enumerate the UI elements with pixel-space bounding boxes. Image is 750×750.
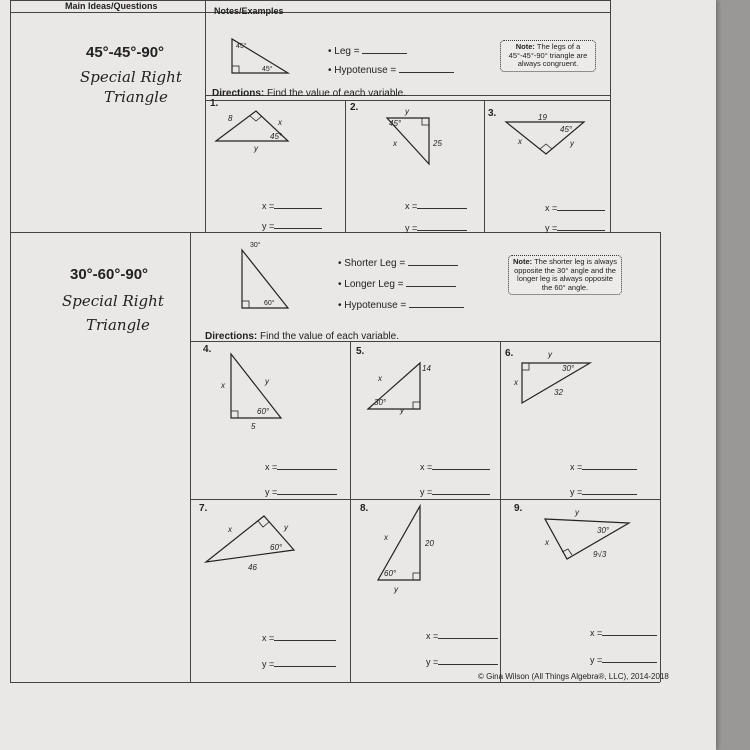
p5-label-30: 30° xyxy=(374,398,387,407)
s1-ex-angle-top: 45° xyxy=(236,43,247,50)
problem-6-number: 6. xyxy=(505,348,514,359)
s2-col-divider-1 xyxy=(350,341,351,682)
s2-directions-text: Find the value of each variable. xyxy=(260,331,399,342)
p7-label-60: 60° xyxy=(270,543,283,552)
p3-label-y: y xyxy=(570,139,574,148)
p3-x-label: x = xyxy=(545,203,558,213)
p7-label-x: x xyxy=(228,525,232,534)
p2-label-45: 45° xyxy=(389,119,402,128)
p6-label-30: 30° xyxy=(562,364,575,373)
s1-note-box xyxy=(500,40,596,72)
problem-3-number: 3. xyxy=(488,108,497,119)
divider-vertical-2 xyxy=(190,232,191,682)
p3-label-45: 45° xyxy=(560,125,573,134)
s1-bullet-hyp: • Hypotenuse = xyxy=(328,62,454,76)
p2-label-y: y xyxy=(405,107,409,116)
p1-x-label: x = xyxy=(262,201,275,211)
s1-col-divider-2 xyxy=(484,100,485,232)
s2-ex-angle-right: 60° xyxy=(264,300,275,307)
p3-label-19: 19 xyxy=(538,113,547,122)
problem-2-number: 2. xyxy=(350,102,359,113)
p1-answer-x xyxy=(262,198,322,211)
p1-y-label: y = xyxy=(262,221,275,231)
s2-bullet-longer: • Longer Leg = xyxy=(338,276,456,290)
s1-directions xyxy=(212,88,406,99)
p5-label-14: 14 xyxy=(422,364,431,373)
p4-label-60: 60° xyxy=(257,407,270,416)
p8-answer-x xyxy=(426,628,498,641)
p9-label-y: y xyxy=(575,508,579,517)
right-border-1 xyxy=(610,0,611,232)
p7-answer-x xyxy=(262,630,336,643)
p6-label-y: y xyxy=(548,350,552,359)
p8-y-label: y = xyxy=(426,657,439,667)
p9-label-30: 30° xyxy=(597,526,610,535)
p9-label-9root3: 9√3 xyxy=(593,550,607,559)
problem-1-triangle xyxy=(210,105,300,155)
p9-y-label: y = xyxy=(590,655,603,665)
s1-note-label: Note: xyxy=(515,42,535,51)
problem-1-number: 1. xyxy=(210,98,219,109)
p6-answer-y xyxy=(570,484,637,497)
p1-label-8: 8 xyxy=(228,114,233,123)
header-col2: Notes/Examples xyxy=(214,6,284,16)
s2-note-text: The shorter leg is always opposite the 30° angle and the longer leg is always opposite the 60° angle. xyxy=(514,257,618,292)
bottom-rule xyxy=(10,682,660,683)
p2-label-x: x xyxy=(393,139,397,148)
problem-3-triangle xyxy=(500,110,590,160)
p2-answer-y xyxy=(405,220,467,233)
p1-answer-y xyxy=(262,218,322,231)
copyright-footer: © Gina Wilson (All Things Algebra®, LLC), 2014-2018 xyxy=(478,672,669,681)
problem-4-triangle xyxy=(215,350,295,432)
p5-label-y: y xyxy=(400,406,404,415)
s2-subtitle-1: Special Right xyxy=(62,292,164,310)
p7-answer-y xyxy=(262,656,336,669)
s2-directions xyxy=(205,331,399,342)
s1-note-text: The legs of a 45°-45°-90° triangle are always congruent. xyxy=(508,42,588,68)
p3-label-x: x xyxy=(518,137,522,146)
s1-title: 45°-45°-90° xyxy=(86,44,165,61)
p4-y-label: y = xyxy=(265,487,278,497)
s1-bullet-leg: • Leg = xyxy=(328,43,407,57)
s2-title: 30°-60°-90° xyxy=(70,266,149,283)
problem-6-triangle xyxy=(510,347,600,407)
p9-x-label: x = xyxy=(590,628,603,638)
p5-y-label: y = xyxy=(420,487,433,497)
problem-7-triangle xyxy=(200,510,310,575)
p2-x-label: x = xyxy=(405,201,418,211)
s2-example-triangle xyxy=(236,238,306,313)
p6-answer-x xyxy=(570,459,637,472)
problem-5-triangle xyxy=(360,355,450,417)
s1-bullet-hyp-label: Hypotenuse = xyxy=(334,65,397,76)
problem-7-number: 7. xyxy=(199,503,208,514)
problem-5-number: 5. xyxy=(356,346,365,357)
p5-x-label: x = xyxy=(420,462,433,472)
p7-x-label: x = xyxy=(262,633,275,643)
p8-label-x: x xyxy=(384,533,388,542)
problem-2-triangle xyxy=(375,104,455,174)
s1-directions-label: Directions: xyxy=(212,88,265,99)
s2-bullet-shorter: • Shorter Leg = xyxy=(338,255,458,269)
p8-label-y: y xyxy=(394,585,398,594)
p4-answer-x xyxy=(265,459,337,472)
p1-label-45: 45° xyxy=(270,132,283,141)
p2-y-label: y = xyxy=(405,223,418,233)
s1-col-divider-1 xyxy=(345,100,346,232)
s2-bullet-hyp: • Hypotenuse = xyxy=(338,297,464,311)
p3-answer-y xyxy=(545,220,605,233)
p8-answer-y xyxy=(426,654,498,667)
p6-label-32: 32 xyxy=(554,388,563,397)
p6-label-x: x xyxy=(514,378,518,387)
p5-answer-x xyxy=(420,459,490,472)
p9-answer-x xyxy=(590,625,657,638)
left-border xyxy=(10,0,11,683)
p6-y-label: y = xyxy=(570,487,583,497)
p8-x-label: x = xyxy=(426,631,439,641)
header-bottom-rule xyxy=(10,12,610,13)
s2-mid-rule xyxy=(190,499,660,500)
s1-ex-angle-right: 45° xyxy=(262,66,273,73)
p2-answer-x xyxy=(405,198,467,211)
p6-x-label: x = xyxy=(570,462,583,472)
problem-8-triangle xyxy=(370,502,450,596)
p3-y-label: y = xyxy=(545,223,558,233)
s2-note-box xyxy=(508,255,622,295)
p2-label-25: 25 xyxy=(433,139,442,148)
p4-label-y: y xyxy=(265,377,269,386)
p8-label-20: 20 xyxy=(425,539,434,548)
p4-answer-y xyxy=(265,484,337,497)
s1-directions-text: Find the value of each variable. xyxy=(267,88,406,99)
s1-subtitle-1: Special Right xyxy=(80,68,182,86)
right-border-2 xyxy=(660,232,661,682)
s2-bullet-shorter-label: Shorter Leg = xyxy=(344,258,406,269)
s2-directions-label: Directions: xyxy=(205,331,258,342)
s2-bullet-hyp-label: Hypotenuse = xyxy=(344,300,407,311)
problem-8-number: 8. xyxy=(360,503,369,514)
p8-label-60: 60° xyxy=(384,569,397,578)
p7-label-y: y xyxy=(284,523,288,532)
p4-label-x: x xyxy=(221,381,225,390)
p5-answer-y xyxy=(420,484,490,497)
s1-example-triangle xyxy=(226,35,296,77)
header-col1: Main Ideas/Questions xyxy=(65,1,158,11)
s2-bullet-longer-label: Longer Leg = xyxy=(344,279,404,290)
problem-9-number: 9. xyxy=(514,503,523,514)
s2-subtitle-2: Triangle xyxy=(86,316,150,334)
p3-answer-x xyxy=(545,200,605,213)
p1-label-x: x xyxy=(278,118,282,127)
p9-answer-y xyxy=(590,652,657,665)
p5-label-x: x xyxy=(378,374,382,383)
divider-vertical xyxy=(205,0,206,232)
s2-col-divider-2 xyxy=(500,341,501,682)
s1-bullet-leg-label: Leg = xyxy=(334,46,360,57)
p9-label-x: x xyxy=(545,538,549,547)
s2-note-label: Note: xyxy=(512,257,533,266)
p4-label-5: 5 xyxy=(251,422,256,431)
problem-9-triangle xyxy=(535,505,635,567)
p4-x-label: x = xyxy=(265,462,278,472)
p7-label-46: 46 xyxy=(248,563,257,572)
problem-4-number: 4. xyxy=(203,344,212,355)
s1-row-rule xyxy=(205,100,610,101)
s2-ex-angle-top: 30° xyxy=(250,242,261,249)
p1-label-y: y xyxy=(254,144,258,153)
s1-subtitle-2: Triangle xyxy=(104,88,168,106)
p7-y-label: y = xyxy=(262,659,275,669)
